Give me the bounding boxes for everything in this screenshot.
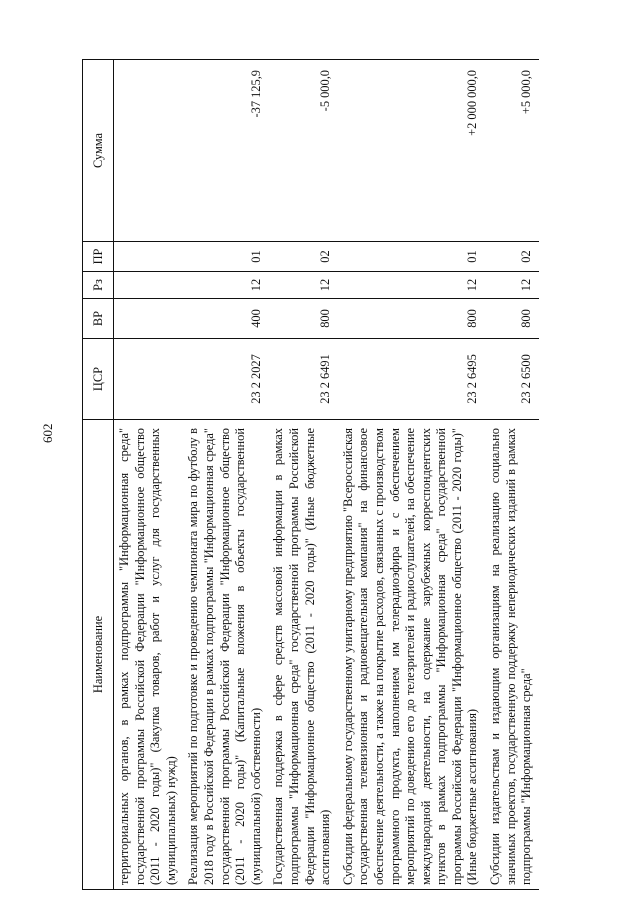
header-name: Наименование: [83, 420, 114, 890]
row-csr: 23 2 6500: [485, 339, 539, 420]
row-sum: +5 000,0: [485, 60, 539, 242]
row-pr: 02: [268, 242, 337, 272]
budget-table: [82, 59, 539, 890]
row-pr: [114, 242, 184, 272]
row-rz: 12: [338, 272, 485, 299]
row-rz: 12: [485, 272, 539, 299]
page-number: 602: [40, 423, 55, 443]
header-vr: ВР: [83, 299, 114, 339]
row-vr: [114, 299, 184, 339]
row-csr: [114, 339, 184, 420]
row-name: Субсидии издательствам и издающим организациям на реализацию социально значимых проектов, государственную поддержку непериодических изданий в рамках подпрограммы "Информационная среда": [485, 420, 539, 890]
row-pr: 01: [183, 242, 268, 272]
table-row: [183, 60, 268, 890]
header-csr: ЦСР: [83, 339, 114, 420]
row-rz: [114, 272, 184, 299]
rotated-page-content: [82, 60, 612, 890]
row-sum: [114, 60, 184, 242]
table-row: [114, 60, 184, 890]
row-vr: 400: [183, 299, 268, 339]
row-pr: 01: [338, 242, 485, 272]
row-name: Государственная поддержка в сфере средств массовой информации в рамках подпрограммы "Информационная среда" государственной программы Российской Федерации "Информационное общество (2011 - 2020 годы)" (Иные бюджетные ассигнования): [268, 420, 337, 890]
row-csr: 23 2 6495: [338, 339, 485, 420]
table-row: [485, 60, 539, 890]
row-vr: 800: [268, 299, 337, 339]
row-pr: 02: [485, 242, 539, 272]
header-rz: Рз: [83, 272, 114, 299]
row-vr: 800: [485, 299, 539, 339]
table-row: [338, 60, 485, 890]
row-sum: -37 125,9: [183, 60, 268, 242]
row-sum: +2 000 000,0: [338, 60, 485, 242]
row-sum: -5 000,0: [268, 60, 337, 242]
header-sum: Сумма: [83, 60, 114, 242]
row-rz: 12: [183, 272, 268, 299]
table-row: [268, 60, 337, 890]
row-vr: 800: [338, 299, 485, 339]
row-csr: 23 2 2027: [183, 339, 268, 420]
row-csr: 23 2 6491: [268, 339, 337, 420]
row-name: территориальных органов, в рамках подпрограммы "Информационная среда" государственной программы Российской Федерации "Информационное общество (2011 - 2020 годы)" (Закупка товаров, работ и услуг для государственных (муниципальных) нужд): [114, 420, 184, 890]
table-header-row: [83, 60, 114, 890]
row-name: Субсидии федеральному государственному унитарному предприятию "Всероссийская государственная телевизионная и радиовещательная компания" на финансовое обеспечение деятельности, а также на покрытие расходов, связанных с производством программного продукта, наполнением им телерадиоэфира и с обеспечением мероприятий по доведению его до телезрителей и радиослушателей, на обеспечение международной деятельности, на содержание зарубежных корреспондентских пунктов в рамках подпрограммы "Информационная среда" государственной программы Российской Федерации "Информационное общество (2011 - 2020 годы)" (Иные бюджетные ассигнования): [338, 420, 485, 890]
row-name: Реализация мероприятий по подготовке и проведению чемпионата мира по футболу в 2018 году в Российской Федерации в рамках подпрограммы "Информационная среда" государственной программы Российской Федерации "Информационное общество (2011 - 2020 годы)" (Капитальные вложения в объекты государственной (муниципальной) собственности): [183, 420, 268, 890]
header-pr: ПР: [83, 242, 114, 272]
row-rz: 12: [268, 272, 337, 299]
